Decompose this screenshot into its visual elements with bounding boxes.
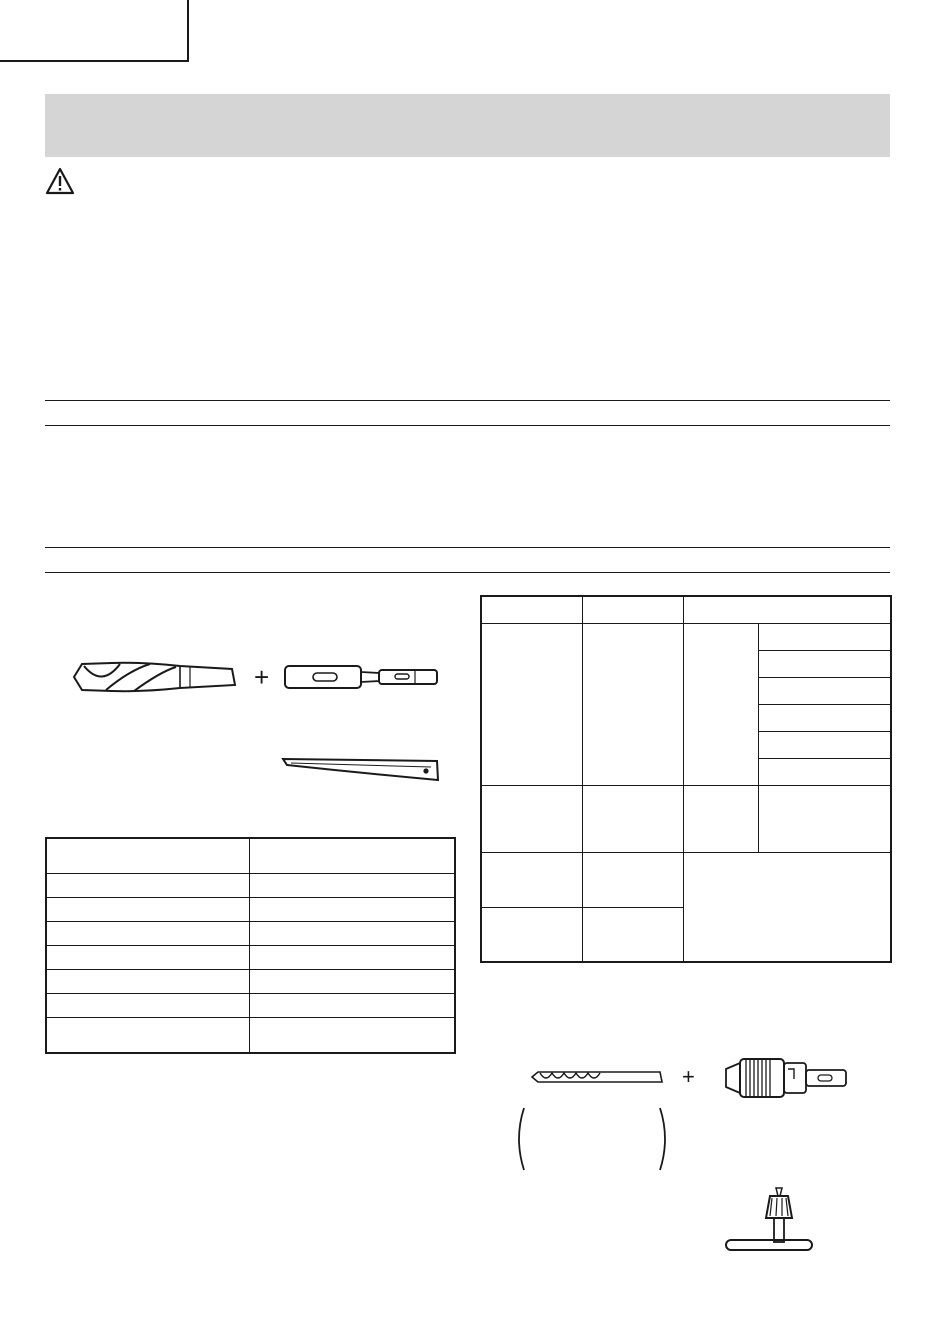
table-row xyxy=(46,1017,455,1053)
warning-triangle-icon xyxy=(45,167,75,195)
table-row xyxy=(46,922,455,946)
divider-rule-3 xyxy=(45,547,890,548)
tapered-drill-bit-illustration xyxy=(72,660,242,694)
table-row xyxy=(46,838,455,874)
taper-adapter-illustration xyxy=(283,664,443,690)
chuck-key-illustration xyxy=(722,1184,816,1254)
table-row xyxy=(46,874,455,898)
size-bracket-parentheses xyxy=(514,1106,670,1172)
divider-rule-1 xyxy=(45,400,890,401)
table-header-row xyxy=(481,596,891,623)
table-row xyxy=(481,852,891,907)
right-spec-table xyxy=(480,595,892,963)
table-row xyxy=(46,945,455,969)
drill-chuck-adapter-illustration xyxy=(722,1055,852,1101)
plus-sign-top: + xyxy=(254,662,270,692)
divider-rule-4 xyxy=(45,572,890,573)
section-header-band xyxy=(45,94,890,157)
table-row xyxy=(481,785,891,852)
left-spec-table xyxy=(45,837,456,1054)
table-row xyxy=(46,898,455,922)
straight-drill-bit-illustration xyxy=(530,1069,664,1085)
table-row xyxy=(46,969,455,993)
page-tab-box xyxy=(0,0,189,62)
table-row xyxy=(46,993,455,1017)
divider-rule-2 xyxy=(45,425,890,426)
plus-sign-bottom: + xyxy=(682,1064,695,1089)
table-row xyxy=(481,623,891,650)
cotter-wedge-illustration xyxy=(281,755,441,783)
